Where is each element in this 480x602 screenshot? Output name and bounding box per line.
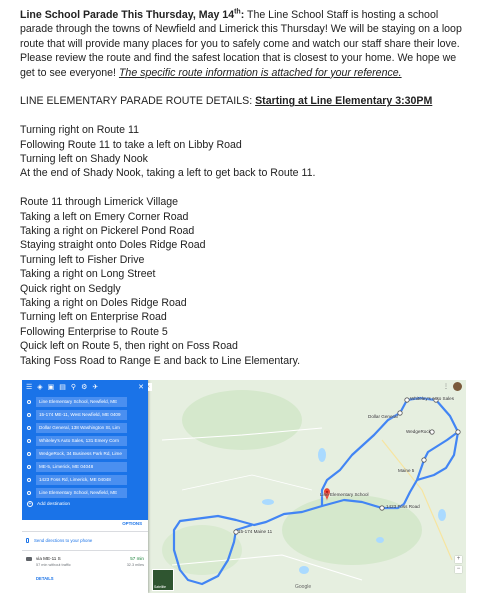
lake-shape [299,566,309,574]
stop-field[interactable]: 1423 Foss Rd, Limerick, ME 04048 [27,474,127,486]
avatar[interactable] [453,382,462,391]
trip-time: 57 min [130,556,144,561]
route-block-1 [20,123,465,181]
bike-icon[interactable]: ⚙ [81,383,88,391]
directions-panel [22,380,148,593]
best-mode-icon[interactable]: ◈ [37,383,43,391]
stop-field[interactable]: 15-174 ME-11, West Newfield, ME 0409 [27,409,127,421]
route-step: Quick left on Route 5, then right on Foss Road [20,340,238,353]
stop-field[interactable]: WedgeRock, 34 Business Park Rd, Lime [27,448,127,460]
stop-field[interactable]: ME-5, Limerick, ME 04048 [27,461,127,473]
collapse-panel-button[interactable]: ‹ [148,383,152,391]
lake-shape [262,499,274,505]
trip-traffic-note: 57 min without traffic [36,563,71,567]
route-step: Taking a right on Long Street [20,268,156,281]
zoom-out-button[interactable]: − [456,566,461,572]
google-logo: Google [295,584,312,590]
map-label-wedgerock: WedgeRock [406,429,431,434]
intro-heading: Line School Parade This Thursday, May 14th: [20,8,245,21]
waypoint-maine5 [422,458,426,462]
map-label-whiteleys: Whiteley's Auto Sales [410,396,455,401]
stop-field[interactable]: Whiteley's Auto Sales, 131 Emery Corn [27,435,127,447]
transit-icon[interactable]: ▤ [59,383,66,391]
apps-grid-icon[interactable]: ⋮ [443,384,449,390]
map-label-line-elementary: Line Elementary School [320,492,369,497]
route-step: Quick right on Sedgly [20,282,121,295]
flight-icon[interactable]: ✈ [92,383,99,391]
intro-body: The Line School Staff is hosting a school parade through the towns of Newfield and Limerick this Thursday! We will be staying on a loop route that will provide many places for you to safely come and watch our staff share their love. Please review the route and find the safest location that is closest to your home. We hope we get to see everyone! [20,9,462,79]
car-icon[interactable]: ▣ [47,383,55,391]
lake-shape [318,448,326,462]
route-step: Following Route 11 to take a left on Libby Road [20,138,242,151]
options-button[interactable]: OPTIONS [122,521,142,526]
route-step: Taking a right on Pickerel Pond Road [20,225,195,238]
phone-icon [26,538,29,543]
walk-icon[interactable]: ⚲ [70,383,77,391]
map-label-maine11: 15-174 Maine 11 [238,529,273,534]
route-step: Taking a left on Emery Corner Road [20,210,189,223]
waypoint-foss [380,506,384,510]
details-link[interactable]: DETAILS [36,576,54,581]
route-map-screenshot [22,380,466,593]
lake-shape [438,509,446,521]
route-header-label: LINE ELEMENTARY PARADE ROUTE DETAILS: [20,95,256,108]
send-directions-link[interactable]: Send directions to your phone [26,538,92,543]
map-label-maine5: Maine 5 [398,468,415,473]
route-step: Turning right on Route 11 [20,124,139,137]
stop-field[interactable]: Line Elementary School, Newfield, ME [27,396,127,408]
route-step: Route 11 through Limerick Village [20,196,179,209]
waypoint [456,430,460,434]
waypoint-dollar-general [398,411,402,415]
route-step: Taking Foss Road to Range E and back to Line Elementary. [20,354,301,367]
trip-via: via ME-11 S [36,556,61,561]
route-step: Turning left to Fisher Drive [20,253,145,266]
route-step: Following Enterprise to Route 5 [20,325,168,338]
satellite-toggle-button[interactable]: Satellite [152,569,174,591]
route-header [20,94,465,108]
stop-field-destination[interactable]: Line Elementary School, Newfield, ME [27,487,127,499]
directions-header [22,380,148,520]
intro-note: The specific route information is attached for your reference. [118,66,402,79]
route-block-2 [20,195,465,368]
map-label-dollar-general: Dollar General [368,414,398,419]
map-label-foss: 1423 Foss Road [386,504,420,509]
close-icon[interactable]: ✕ [138,383,144,391]
route-step: Staying straight onto Doles Ridge Road [20,239,206,252]
travel-modes [22,380,148,393]
trip-distance: 32.3 miles [126,563,144,567]
plus-icon: + [28,501,32,507]
document-body [20,8,465,368]
route-step: At the end of Shady Nook, taking a left to get back to Route 11. [20,167,316,180]
add-destination-button[interactable]: + Add destination [28,501,71,507]
route-start-time: Starting at Line Elementary 3:30PM [255,95,433,108]
route-step: Turning left on Enterprise Road [20,311,167,324]
route-step: Taking a right on Doles Ridge Road [20,297,187,310]
stop-field[interactable]: Dollar General, 138 Washington St, Lim [27,422,127,434]
lake-shape [376,537,384,543]
car-icon [26,557,32,561]
intro-paragraph [20,8,465,80]
waypoint-whiteleys [405,398,409,402]
zoom-in-button[interactable]: + [456,556,461,562]
route-step: Turning left on Shady Nook [20,153,148,166]
menu-icon[interactable]: ☰ [26,383,33,391]
